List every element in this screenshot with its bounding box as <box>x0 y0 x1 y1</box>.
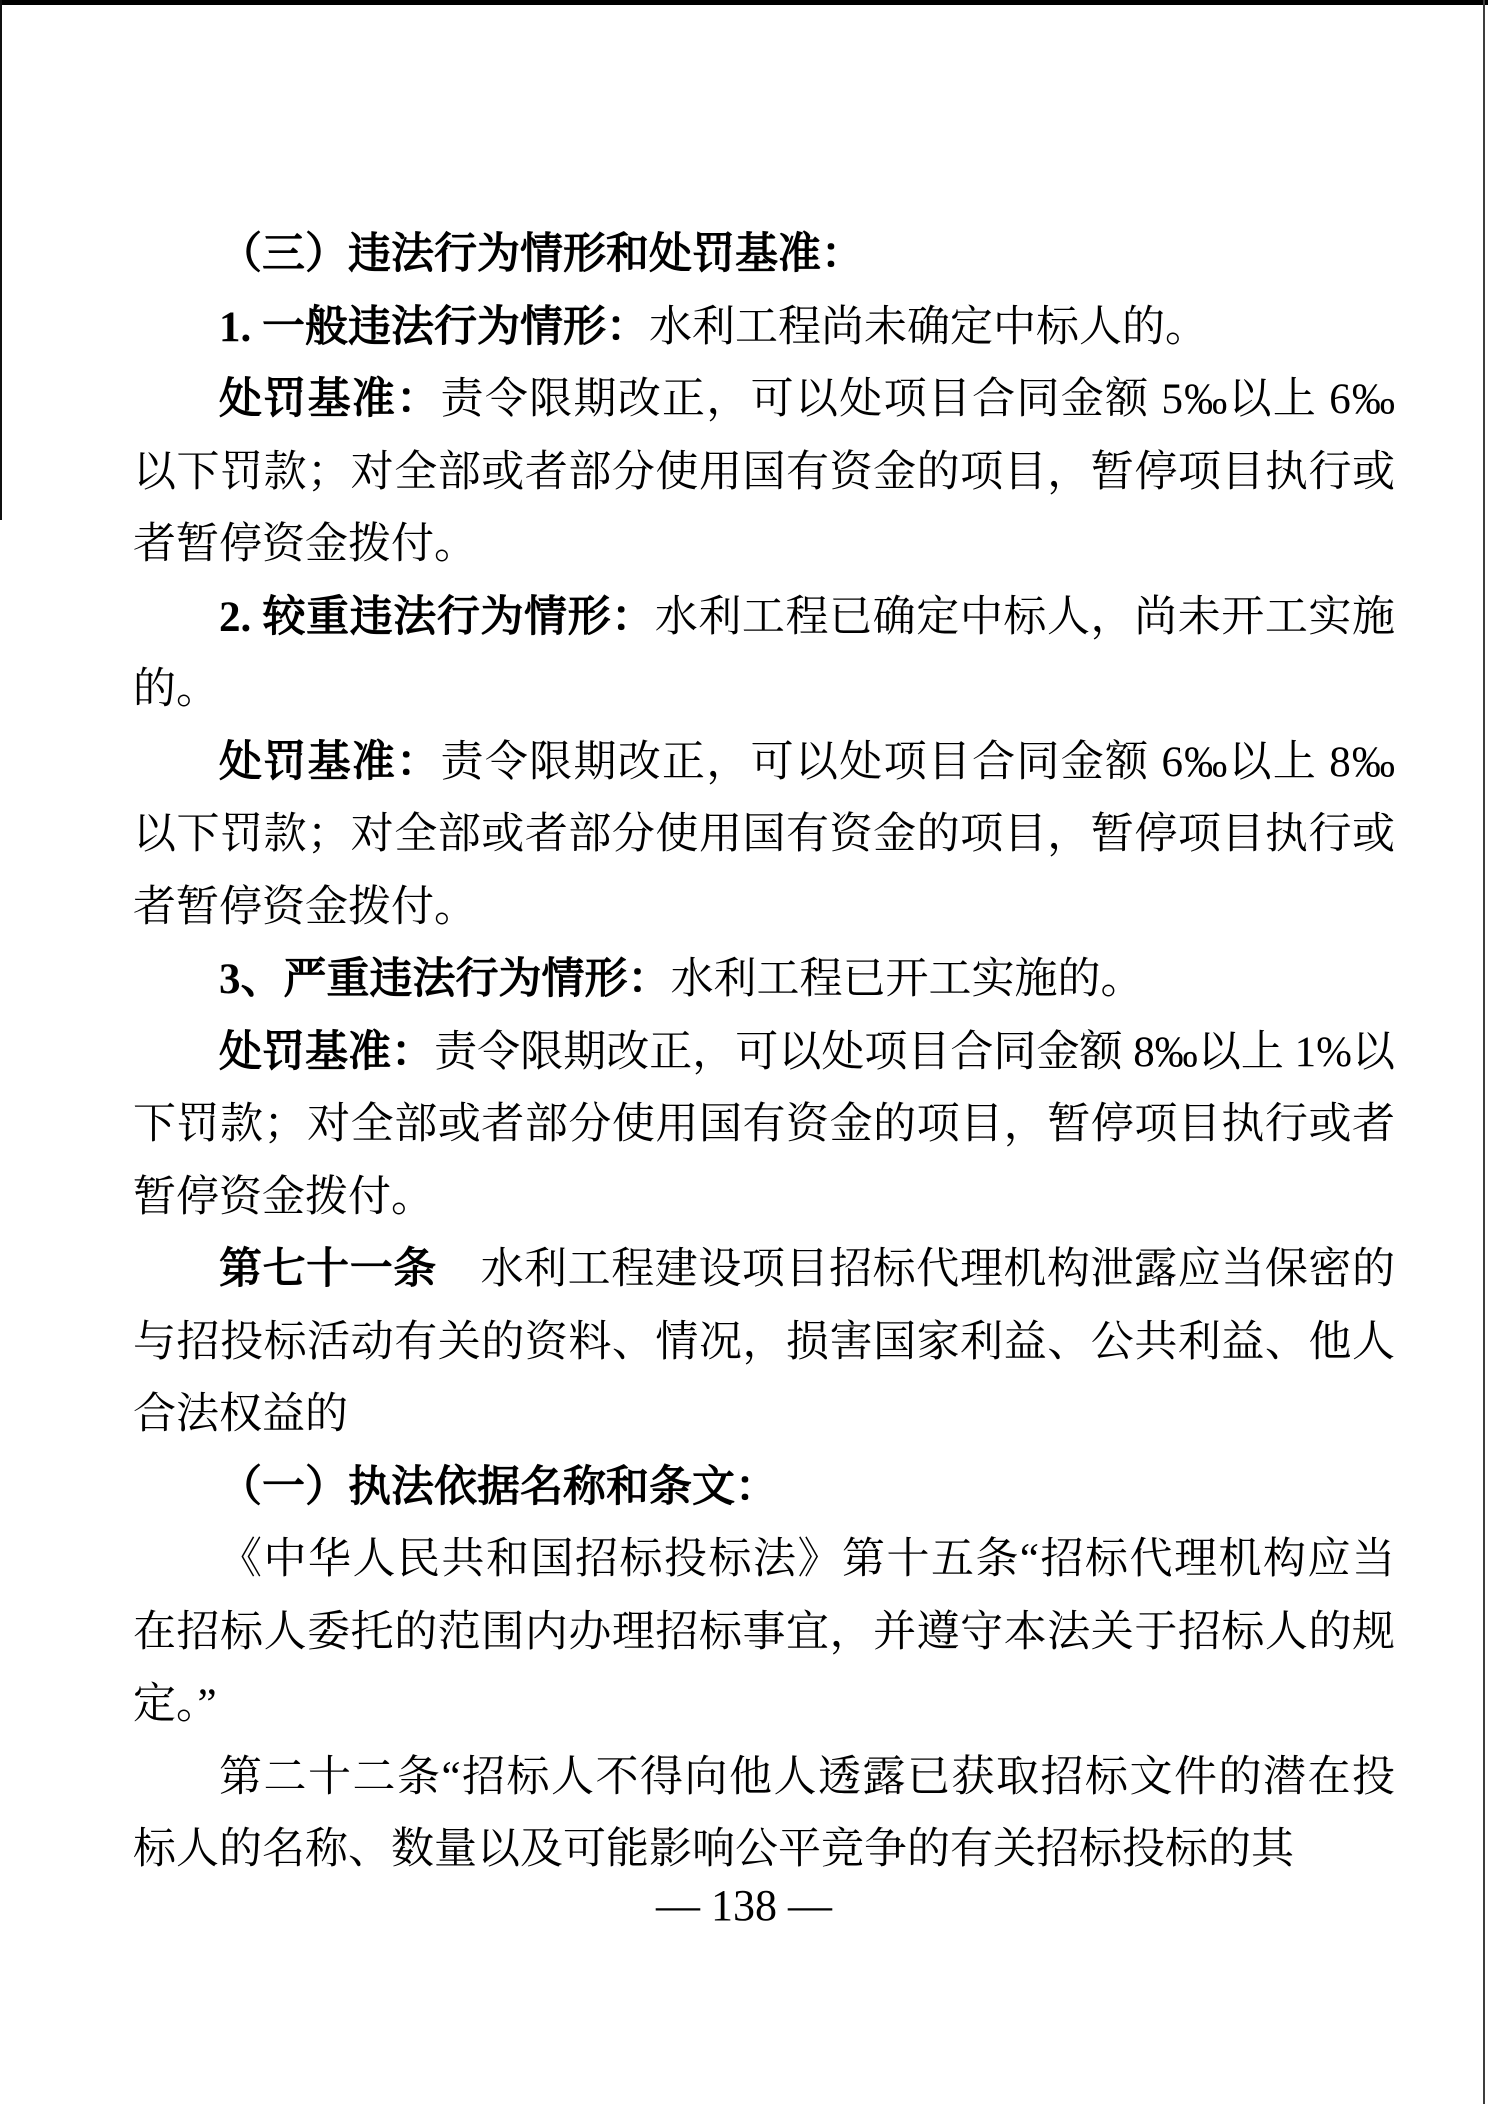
paragraph-penalty-standard-1 <box>133 364 1395 582</box>
body-text: 水利工程建设项目招标代理机构泄露应当保密的与招投标活动有关的资料、情况，损害国家利益、公共利益、他人合法权益的 <box>133 1246 1396 1438</box>
bold-label-text: 处罚基准： <box>219 376 441 423</box>
body-text: 水利工程已开工实施的。 <box>670 956 1144 1003</box>
bold-label-text: 1. 一般违法行为情形： <box>219 303 649 351</box>
paragraph-section-heading-3 <box>133 219 1395 292</box>
bold-label-text: 处罚基准： <box>219 1028 435 1076</box>
bold-label-text: 处罚基准： <box>219 738 441 786</box>
body-text: 责令限期改正，可以处项目合同金额 5‰以上 6‰以下罚款；对全部或者部分使用国有资金的项目，暂停项目执行或者暂停资金拨付。 <box>133 376 1396 568</box>
bold-label-text: （三）违法行为情形和处罚基准： <box>219 231 864 278</box>
paragraph-violation-item-2 <box>133 582 1395 727</box>
scan-artifact-top-bar <box>0 0 1488 5</box>
paragraph-law-citation-article-15 <box>133 1524 1395 1742</box>
page-number: — 138 — <box>656 1881 832 1930</box>
document-body <box>133 219 1395 1887</box>
paragraph-violation-item-3 <box>133 944 1395 1017</box>
scan-artifact-left-line <box>0 0 2 520</box>
body-text: 责令限期改正，可以处项目合同金额 6‰以上 8‰以下罚款；对全部或者部分使用国有资金的项目，暂停项目执行或者暂停资金拨付。 <box>133 738 1396 931</box>
scan-artifact-right-line <box>1483 0 1485 2104</box>
bold-label-text: 3、严重违法行为情形： <box>219 956 671 1003</box>
paragraph-law-citation-article-22 <box>133 1742 1395 1887</box>
paragraph-article-71 <box>133 1234 1395 1452</box>
paragraph-penalty-standard-3 <box>133 1017 1395 1235</box>
bold-label-text: 第七十一条 <box>219 1246 437 1293</box>
body-text: 责令限期改正，可以处项目合同金额 8‰以上 1%以下罚款；对全部或者部分使用国有资金的项目，暂停项目执行或者暂停资金拨付。 <box>133 1028 1395 1221</box>
body-text: 第二十二条“招标人不得向他人透露已获取招标文件的潜在投标人的名称、数量以及可能影响公平竞争的有关招标投标的其 <box>133 1753 1395 1873</box>
paragraph-penalty-standard-2 <box>133 727 1395 945</box>
bold-label-text: 2. 较重违法行为情形： <box>219 593 655 641</box>
bold-label-text: （一）执法依据名称和条文： <box>219 1463 778 1511</box>
body-text: 《中华人民共和国招标投标法》第十五条“招标代理机构应当在招标人委托的范围内办理招标事宜，并遵守本法关于招标人的规定。” <box>133 1536 1395 1728</box>
paragraph-violation-item-1 <box>133 292 1395 365</box>
page-footer <box>0 1876 1488 1936</box>
body-text: 水利工程已确定中标人，尚未开工实施的。 <box>133 593 1396 713</box>
paragraph-section-heading-1 <box>133 1452 1395 1525</box>
body-text: 水利工程尚未确定中标人的。 <box>649 303 1208 351</box>
